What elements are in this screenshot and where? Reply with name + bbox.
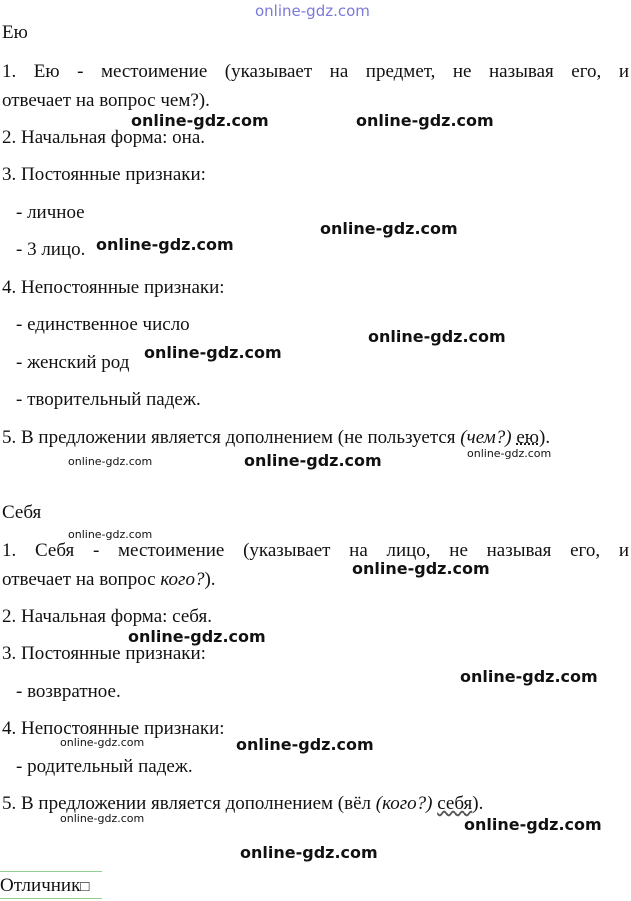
watermark-small: online-gdz.com xyxy=(60,736,145,749)
watermark: online-gdz.com xyxy=(464,815,602,834)
section1-item5-suffix: ). xyxy=(539,427,551,448)
section2-item5-word: себя xyxy=(437,793,473,814)
section2-item1-line2 xyxy=(2,569,629,591)
footer-label xyxy=(0,875,89,897)
watermark: online-gdz.com xyxy=(356,111,494,130)
section1-item4-c: - творительный падеж. xyxy=(16,389,201,410)
section2-item5-prefix: 5. В предложении является дополнением (вёл xyxy=(2,793,376,814)
watermark: online-gdz.com xyxy=(460,667,598,686)
watermark: online-gdz.com xyxy=(320,219,458,238)
section2-item5-suffix: ). xyxy=(472,793,484,814)
section2-item5-question: (кого?) xyxy=(375,793,433,814)
watermark: online-gdz.com xyxy=(368,327,506,346)
section2-item1-line1: 1. Себя - местоимение (указывает на лицо, не называя его, и xyxy=(2,540,629,561)
watermark-small: online-gdz.com xyxy=(467,447,552,460)
section2-heading: Себя xyxy=(2,502,42,523)
section1-item5-prefix: 5. В предложении является дополнением (не пользуется xyxy=(2,427,461,448)
section2-item1-line2-prefix: отвечает на вопрос xyxy=(2,569,161,590)
footer-text: Отличник xyxy=(0,875,81,896)
watermark: online-gdz.com xyxy=(240,843,378,862)
watermark-small: online-gdz.com xyxy=(68,528,153,541)
section1-item4-a: - единственное число xyxy=(16,314,190,335)
section1-item3: 3. Постоянные признаки: xyxy=(2,164,206,185)
watermark-small: online-gdz.com xyxy=(68,455,153,468)
section2-item3-a: - возвратное. xyxy=(16,681,121,702)
section1-item1-line1: 1. Ею - местоимение (указывает на предмет, не называя его, и xyxy=(2,61,629,82)
section1-item4: 4. Непостоянные признаки: xyxy=(2,277,225,298)
section1-item5 xyxy=(2,427,629,449)
section1-item5-word: ею xyxy=(516,427,539,448)
section1-item5-question: (чем?) xyxy=(460,427,512,448)
watermark: online-gdz.com xyxy=(128,627,266,646)
section2-item1-line2-suffix: ). xyxy=(204,569,216,590)
watermark: online-gdz.com xyxy=(96,235,234,254)
watermark: online-gdz.com xyxy=(244,451,382,470)
section1-item3-b: - 3 лицо. xyxy=(16,239,86,260)
watermark: online-gdz.com xyxy=(131,111,269,130)
section1-item3-a: - личное xyxy=(16,202,85,223)
footer-box-glyph: □ xyxy=(80,879,90,895)
watermark-small: online-gdz.com xyxy=(60,812,145,825)
watermark: online-gdz.com xyxy=(352,559,490,578)
section2-item1-question: кого? xyxy=(160,569,205,590)
watermark: online-gdz.com xyxy=(236,735,374,754)
section1-item4-b: - женский род xyxy=(16,352,130,373)
section2-item4-a: - родительный падеж. xyxy=(16,756,193,777)
section2-item2: 2. Начальная форма: себя. xyxy=(2,606,212,627)
section1-item2: 2. Начальная форма: она. xyxy=(2,127,206,148)
section1-item1-line2: отвечает на вопрос чем?). xyxy=(2,90,210,111)
watermark: online-gdz.com xyxy=(144,343,282,362)
watermark-top: online-gdz.com xyxy=(255,2,370,20)
section1-heading: Ею xyxy=(2,22,28,43)
section2-item3: 3. Постоянные признаки: xyxy=(2,643,206,664)
section2-item4: 4. Непостоянные признаки: xyxy=(2,718,225,739)
